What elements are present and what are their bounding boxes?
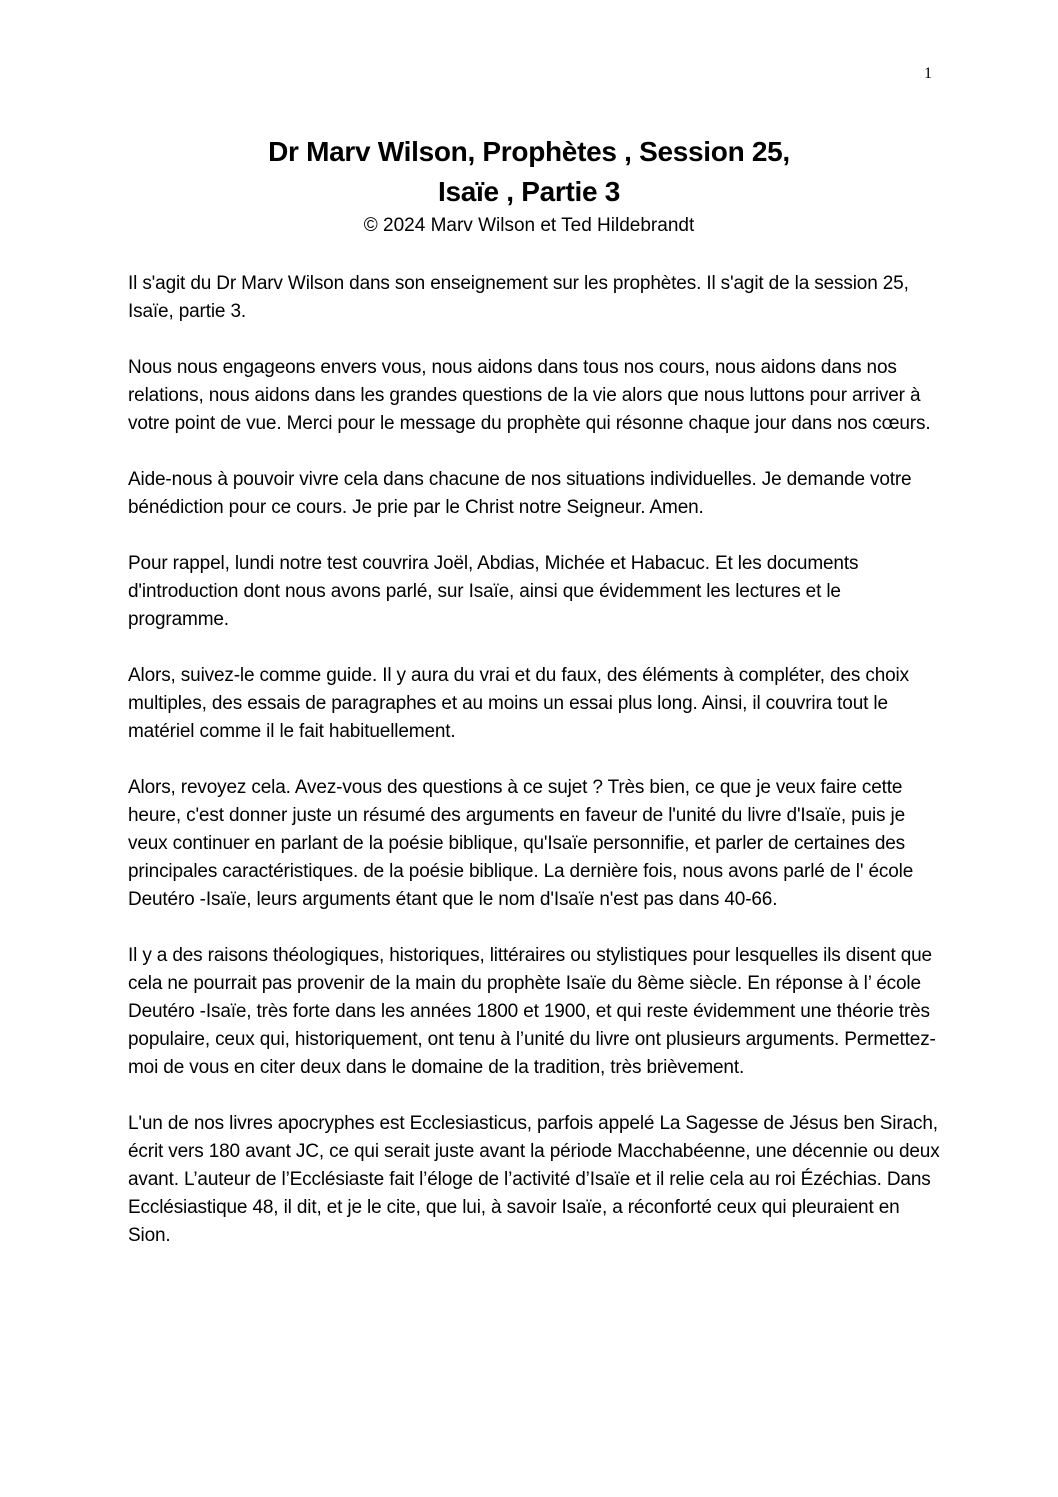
paragraph-7: Il y a des raisons théologiques, historiques, littéraires ou stylistiques pour lesquelles ils disent que cela ne pourrait pas provenir de la main du prophète Isaïe du 8ème siècle. En réponse à l’ école Deutéro -Isaïe, très forte dans les années 1800 et 1900, et qui reste évidemment une théorie très populaire, ceux qui, historiquement, ont tenu à l’unité du livre ont plusieurs arguments. Permettez-moi de vous en citer deux dans le domaine de la tradition, très brièvement.: [128, 945, 936, 1078]
paragraph-4: Pour rappel, lundi notre test couvrira Joël, Abdias, Michée et Habacuc. Et les documents d'introduction dont nous avons parlé, sur Isaïe, ainsi que évidemment les lectures et le programme.: [128, 553, 859, 630]
paragraph-6: Alors, revoyez cela. Avez-vous des questions à ce sujet ? Très bien, ce que je veux faire cette heure, c'est donner juste un résumé des arguments en faveur de l'unité du livre d'Isaïe, puis je veux continuer en parlant de la poésie biblique, qu'Isaïe personnifie, et parler de certaines des principales caractéristiques. de la poésie biblique. La dernière fois, nous avons parlé de l' école Deutéro -Isaïe, leurs arguments étant que le nom d'Isaïe n'est pas dans 40-66.: [128, 777, 914, 910]
document-body: [128, 270, 940, 1278]
document-header: [0, 132, 1058, 240]
paragraph-1: Il s'agit du Dr Marv Wilson dans son enseignement sur les prophètes. Il s'agit de la session 25, Isaïe, partie 3.: [128, 273, 909, 322]
document-title-line-1: Dr Marv Wilson, Prophètes , Session 25,: [268, 136, 790, 167]
paragraph-5: Alors, suivez-le comme guide. Il y aura du vrai et du faux, des éléments à compléter, des choix multiples, des essais de paragraphes et au moins un essai plus long. Ainsi, il couvrira tout le matériel comme il le fait habituellement.: [128, 665, 909, 742]
paragraph-3: Aide-nous à pouvoir vivre cela dans chacune de nos situations individuelles. Je demande votre bénédiction pour ce cours. Je prie par le Christ notre Seigneur. Amen.: [128, 469, 912, 518]
paragraph-2: Nous nous engageons envers vous, nous aidons dans tous nos cours, nous aidons dans nos relations, nous aidons dans les grandes questions de la vie alors que nous luttons pour arriver à votre point de vue. Merci pour le message du prophète qui résonne chaque jour dans nos cœurs.: [128, 357, 931, 434]
page-number: 1: [924, 65, 932, 82]
copyright-notice: © 2024 Marv Wilson et Ted Hildebrandt: [363, 215, 695, 236]
document-title-line-2: Isaïe , Partie 3: [438, 176, 620, 207]
paragraph-8: L'un de nos livres apocryphes est Ecclesiasticus, parfois appelé La Sagesse de Jésus ben Sirach, écrit vers 180 avant JC, ce qui serait juste avant la période Macchabéenne, une décennie ou deux avant. L’auteur de l’Ecclésiaste fait l’éloge de l’activité d’Isaïe et il relie cela au roi Ézéchias. Dans Ecclésiastique 48, il dit, et je le cite, que lui, à savoir Isaïe, a réconforté ceux qui pleuraient en Sion.: [128, 1113, 940, 1246]
